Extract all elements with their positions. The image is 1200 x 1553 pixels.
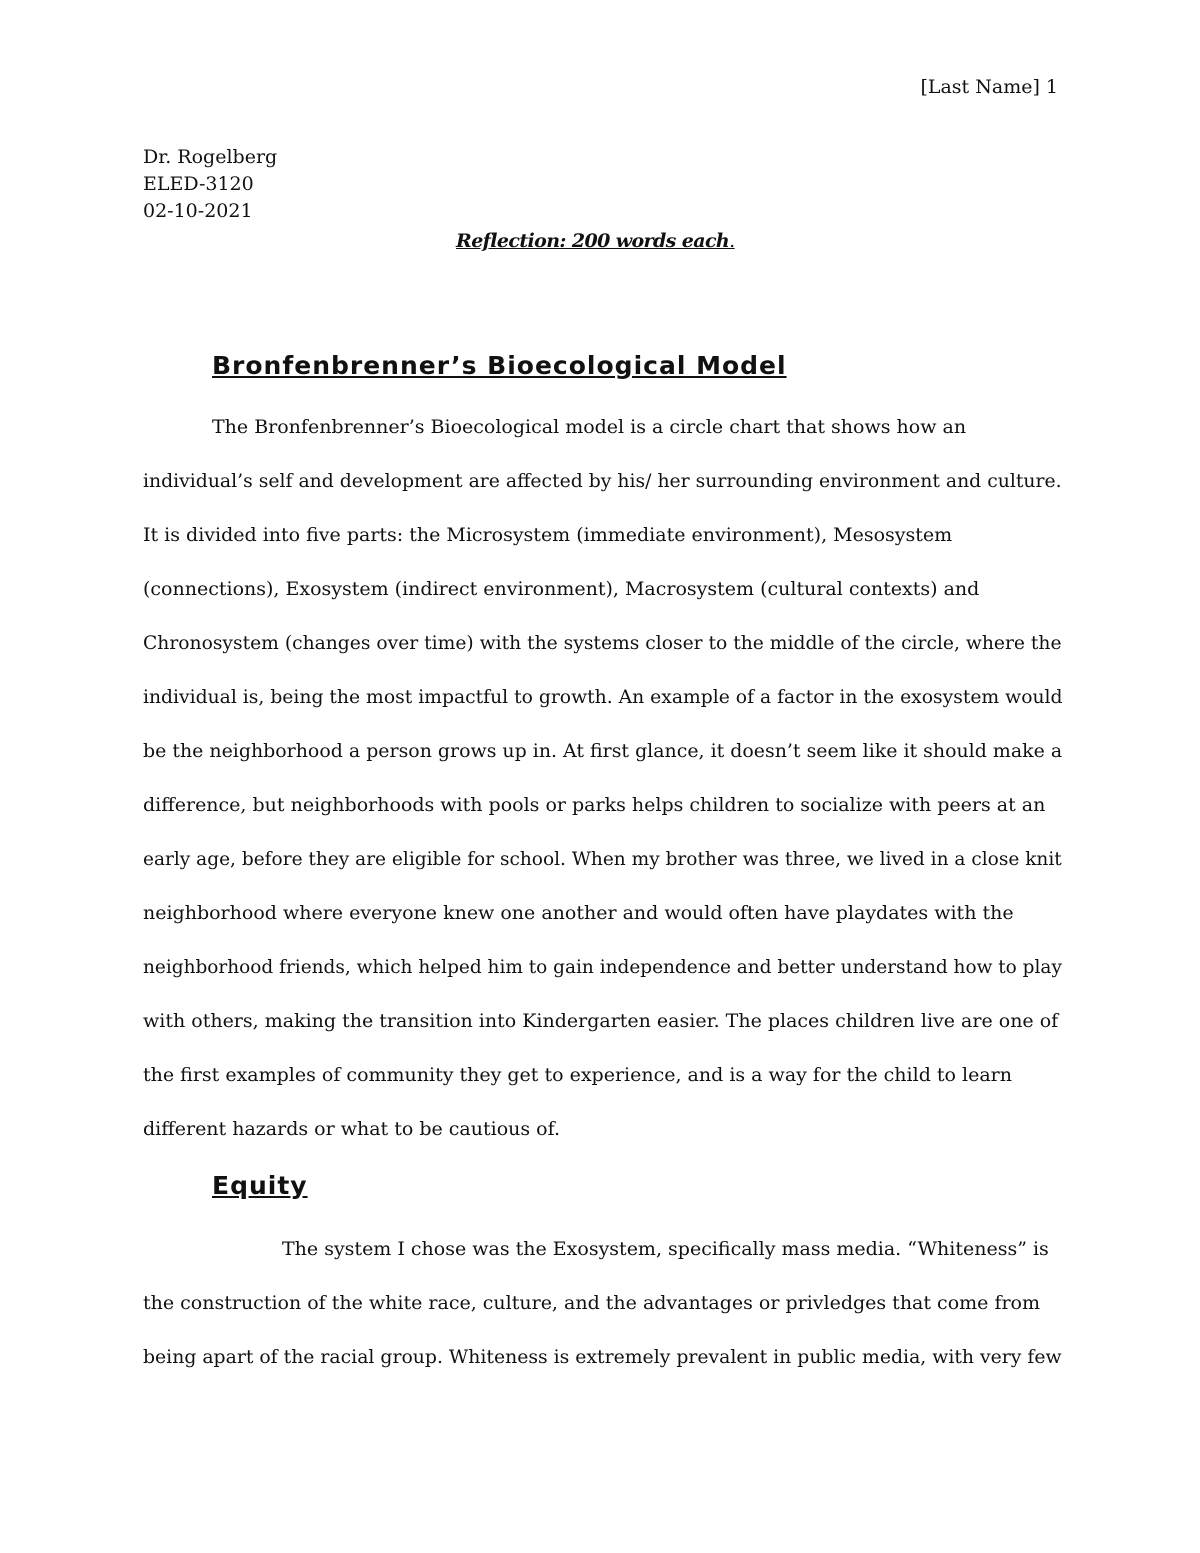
instructor-name: Dr. Rogelberg: [143, 146, 278, 168]
paragraph-line: The system I chose was the Exosystem, specifically mass media. “Whiteness” is: [282, 1238, 1049, 1260]
paragraph-line: neighborhood where everyone knew one another and would often have playdates with the: [143, 902, 1014, 924]
page-header: [Last Name] 1: [920, 76, 1058, 98]
date: 02-10-2021: [143, 200, 253, 222]
header-info-block: [143, 144, 277, 225]
paragraph-line: be the neighborhood a person grows up in. At first glance, it doesn’t seem like it should make a: [143, 740, 1063, 762]
paragraph-line: the first examples of community they get to experience, and is a way for the child to learn: [143, 1064, 1012, 1086]
section-heading-bioecological-model: Bronfenbrenner’s Bioecological Model: [212, 351, 787, 380]
assignment-title-text: Reflection: 200 words each: [456, 230, 730, 252]
paragraph-line: early age, before they are eligible for school. When my brother was three, we lived in a close knit: [143, 848, 1062, 870]
paragraph-line: with others, making the transition into Kindergarten easier. The places children live are one of: [143, 1010, 1059, 1032]
paragraph-line: difference, but neighborhoods with pools or parks helps children to socialize with peers at an: [143, 794, 1046, 816]
paragraph-line: neighborhood friends, which helped him to gain independence and better understand how to play: [143, 956, 1062, 978]
paragraph-line: different hazards or what to be cautious of.: [143, 1118, 560, 1140]
assignment-title-trailing: .: [729, 230, 735, 252]
section-heading-equity: Equity: [212, 1171, 308, 1200]
course-code: ELED-3120: [143, 173, 254, 195]
paragraph-line: individual’s self and development are affected by his/ her surrounding environment and culture.: [143, 470, 1062, 492]
paragraph-line: Chronosystem (changes over time) with the systems closer to the middle of the circle, where the: [143, 632, 1062, 654]
paragraph-line: The Bronfenbrenner’s Bioecological model is a circle chart that shows how an: [212, 416, 967, 438]
paragraph-line: individual is, being the most impactful to growth. An example of a factor in the exosystem would: [143, 686, 1063, 708]
paragraph-line: It is divided into five parts: the Microsystem (immediate environment), Mesosystem: [143, 524, 953, 546]
paragraph-line: being apart of the racial group. Whiteness is extremely prevalent in public media, with very few: [143, 1346, 1062, 1368]
paragraph-line: the construction of the white race, culture, and the advantages or privledges that come from: [143, 1292, 1041, 1314]
paragraph-line: (connections), Exosystem (indirect environment), Macrosystem (cultural contexts) and: [143, 578, 980, 600]
assignment-title: [456, 228, 735, 254]
